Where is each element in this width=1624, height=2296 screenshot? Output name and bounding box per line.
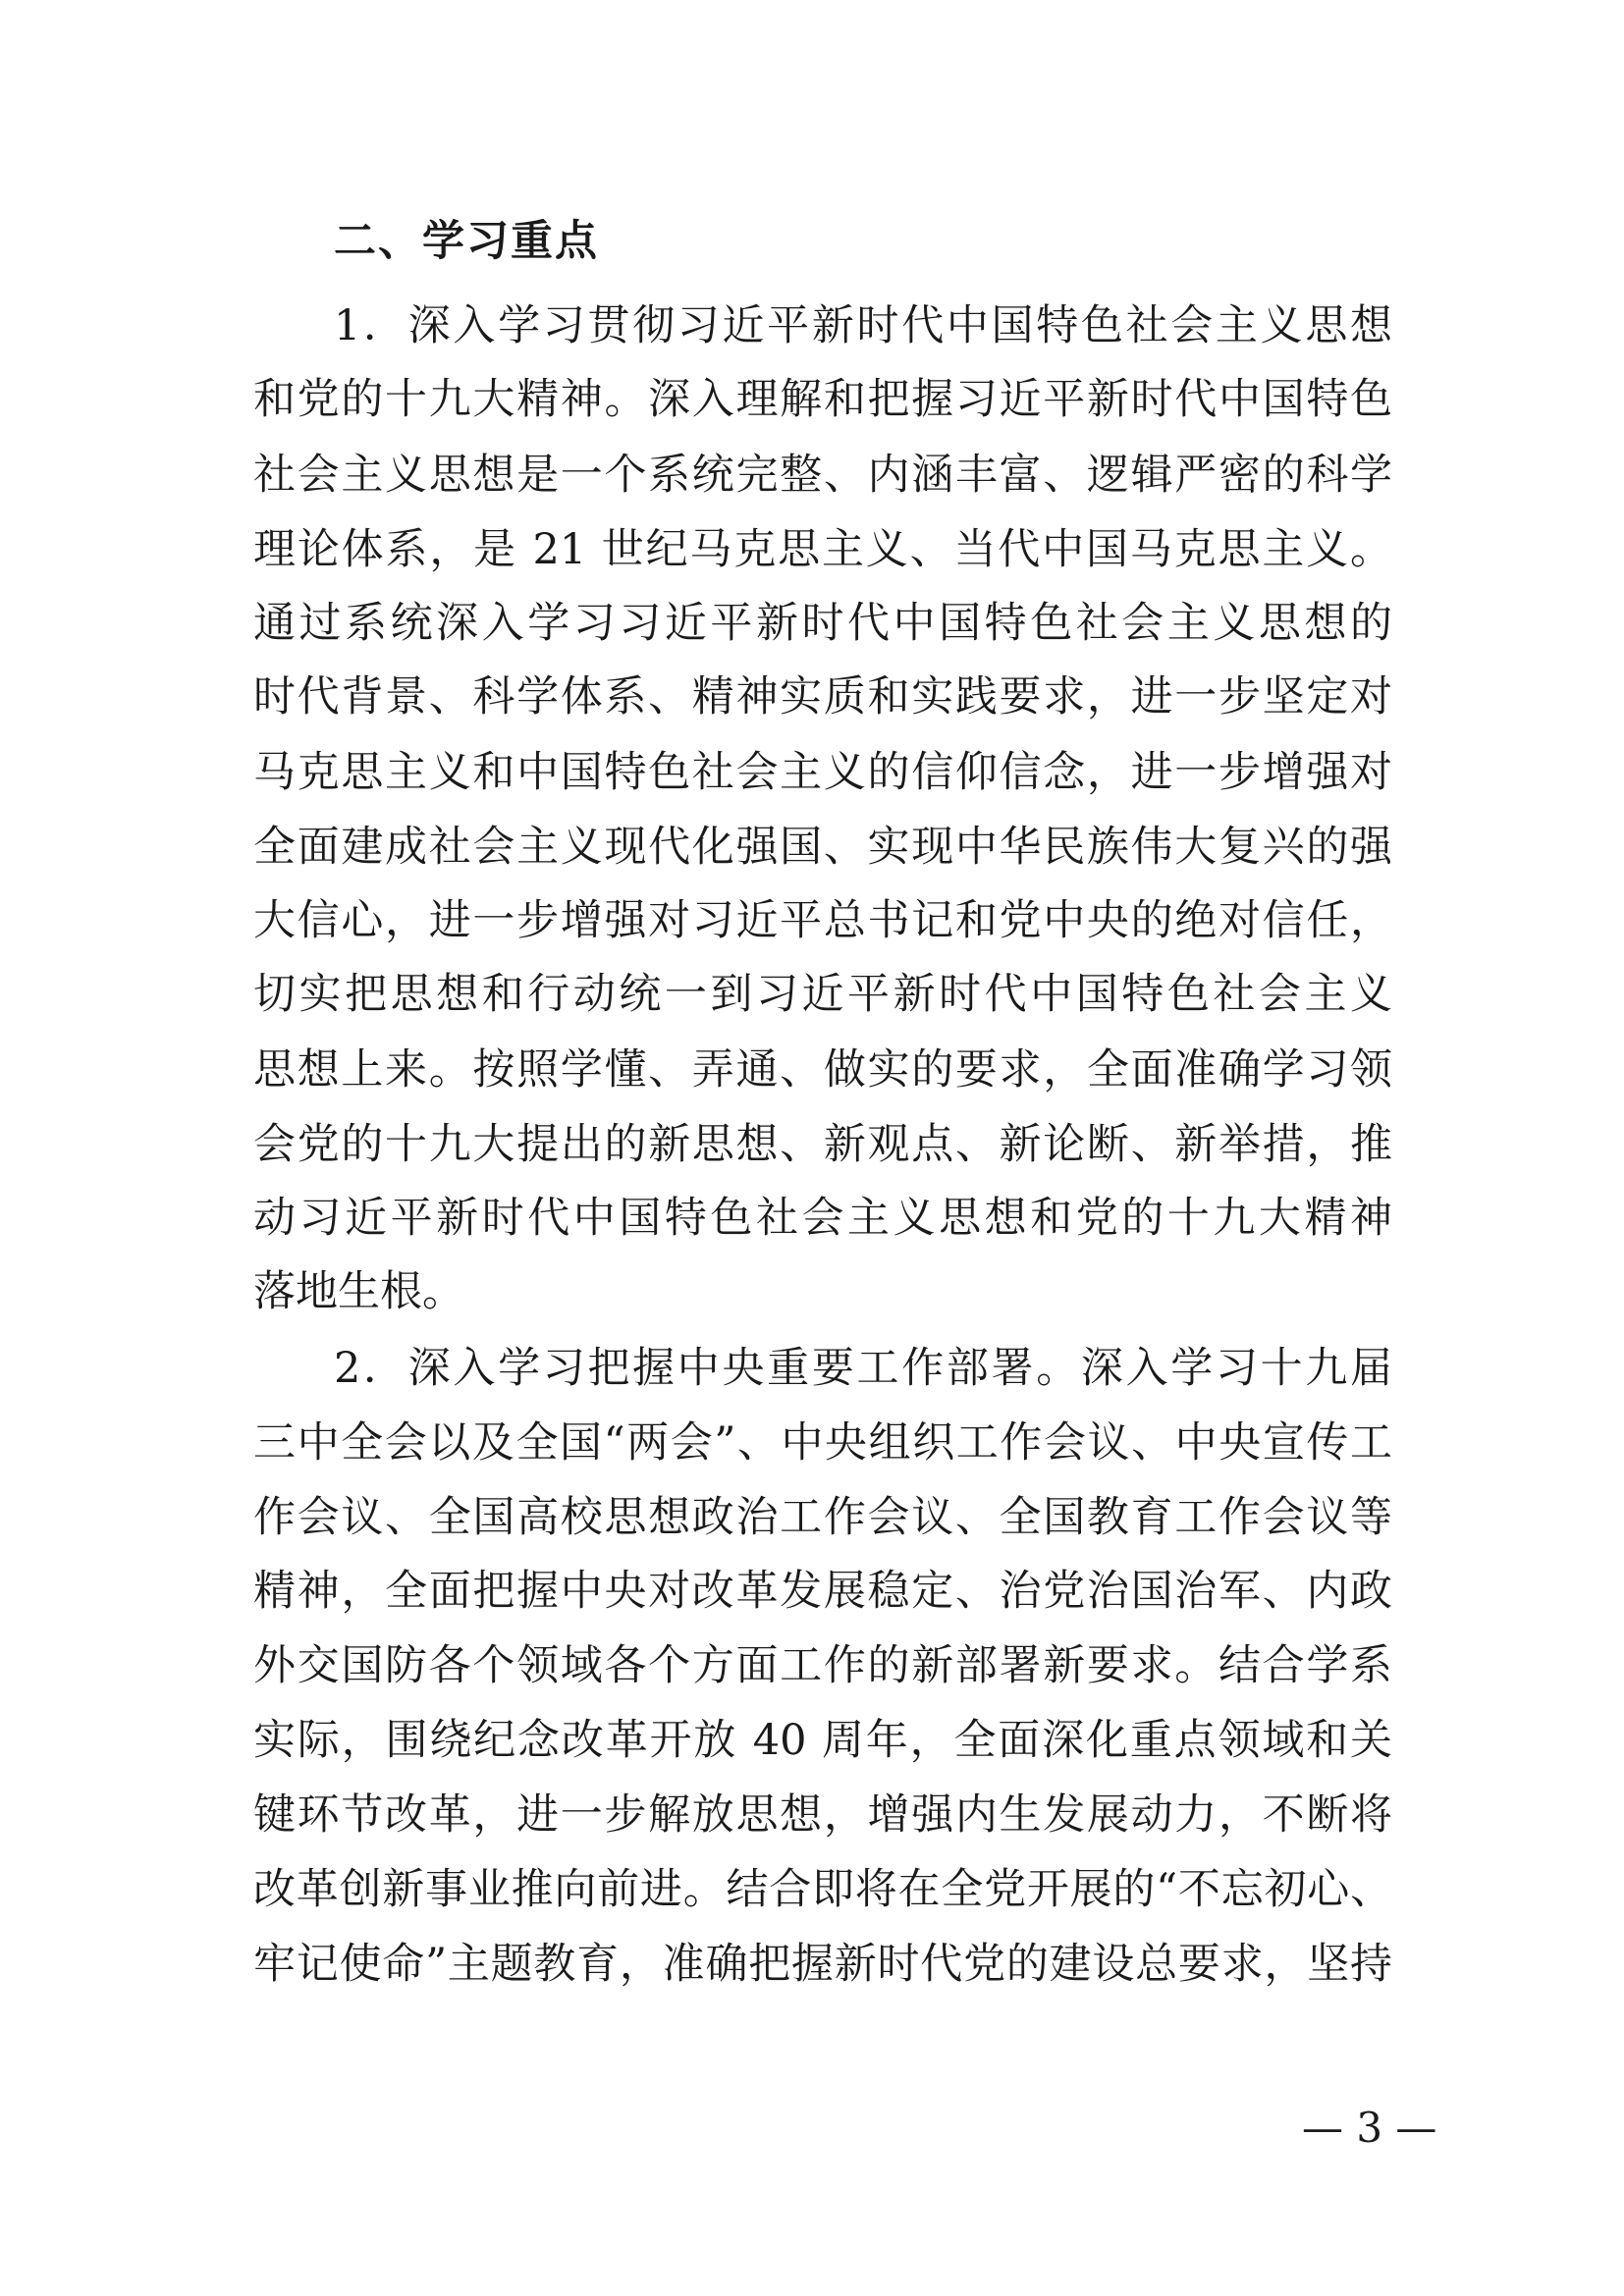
paragraph-line: 精神，全面把握中央对改革发展稳定、治党治国治军、内政	[253, 1567, 1392, 1616]
paragraph-line: 改革创新事业推向前进。结合即将在全党开展的“不忘初心、	[253, 1865, 1392, 1914]
paragraph-line: 动习近平新时代中国特色社会主义思想和党的十九大精神	[253, 1194, 1392, 1243]
paragraph-line: 三中全会以及全国“两会”、中央组织工作会议、中央宣传工	[253, 1418, 1392, 1468]
paragraph-line: 全面建成社会主义现代化强国、实现中华民族伟大复兴的强	[253, 823, 1392, 872]
paragraph-line: 大信心，进一步增强对习近平总书记和党中央的绝对信任，	[253, 896, 1392, 945]
paragraph-line: 键环节改革，进一步解放思想，增强内生发展动力，不断将	[253, 1790, 1392, 1840]
paragraph-line: 2．深入学习把握中央重要工作部署。深入学习十九届	[334, 1344, 1392, 1393]
page-number: — 3 —	[1302, 2104, 1437, 2152]
paragraph-line: 思想上来。按照学懂、弄通、做实的要求，全面准确学习领	[253, 1045, 1392, 1095]
paragraph-line: 理论体系，是 21 世纪马克思主义、当代中国马克思主义。	[253, 525, 1392, 574]
paragraph-line: 社会主义思想是一个系统完整、内涵丰富、逻辑严密的科学	[253, 451, 1392, 500]
paragraph-line: 落地生根。	[253, 1267, 464, 1316]
paragraph-line: 切实把思想和行动统一到习近平新时代中国特色社会主义	[253, 970, 1392, 1019]
paragraph-line: 马克思主义和中国特色社会主义的信仰信念，进一步增强对	[253, 748, 1392, 797]
paragraph-line: 作会议、全国高校思想政治工作会议、全国教育工作会议等	[253, 1493, 1392, 1542]
paragraph-line: 牢记使命”主题教育，准确把握新时代党的建设总要求，坚持	[253, 1940, 1392, 1989]
paragraph-line: 时代背景、科学体系、精神实质和实践要求，进一步坚定对	[253, 672, 1392, 721]
section-heading: 二、学习重点	[334, 217, 599, 266]
paragraph-line: 实际，围绕纪念改革开放 40 周年，全面深化重点领域和关	[253, 1716, 1392, 1765]
paragraph-line: 通过系统深入学习习近平新时代中国特色社会主义思想的	[253, 599, 1392, 648]
paragraph-line: 外交国防各个领域各个方面工作的新部署新要求。结合学系	[253, 1641, 1392, 1690]
paragraph-line: 和党的十九大精神。深入理解和把握习近平新时代中国特色	[253, 375, 1392, 424]
paragraph-line: 会党的十九大提出的新思想、新观点、新论断、新举措，推	[253, 1120, 1392, 1169]
paragraph-line: 1．深入学习贯彻习近平新时代中国特色社会主义思想	[334, 301, 1392, 350]
